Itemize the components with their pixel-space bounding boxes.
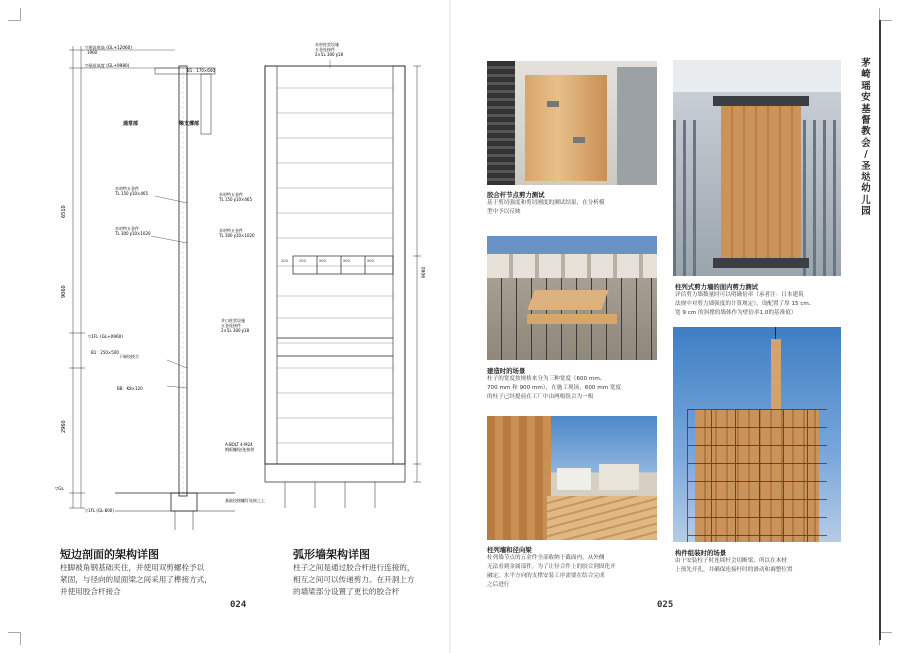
section-drawing <box>55 38 430 538</box>
bottom-note: 基础铰接螺钉连接之上 <box>225 498 265 503</box>
page-gutter <box>449 0 451 653</box>
caption-title-2: 弧形墙架构详图 <box>293 548 370 561</box>
grid-dim: 900 <box>367 259 374 263</box>
hardware-note-3b: 木材特五金件 TL 300 ∮10×1020 <box>219 228 255 238</box>
grid-dim: 200 <box>299 259 306 263</box>
photo-joint-test <box>487 61 657 185</box>
caption-body-1: 柱脚被角钢基础夹住，并使用双剪螺栓予以 紧固，与径向的屋面梁之间采用了榫接方式， 并使用胶合杆接合 <box>60 563 212 596</box>
photo-title-2: 柱列式剪力墙的面内剪力测试 <box>675 283 759 291</box>
floor-b-label: B1：250×500 <box>91 350 119 355</box>
section-b-label: 梁支撑部 <box>179 121 200 127</box>
photo-construction <box>487 236 657 360</box>
photo-body-4: 柱列墙节点的五金件全部收纳于截面内，从外侧 无法看到金属部件。为了让径合件上的胶合剂固化开 融定，水平方向的支撑安装工序需要在结合完成 之后进行 <box>487 555 616 588</box>
level-floor: ▽1FL (GL-800) <box>85 508 114 513</box>
photo-title-4: 柱列墙和径向梁 <box>487 546 532 554</box>
photo-wall-test <box>673 60 841 276</box>
level-gl: ▽GL <box>55 486 64 491</box>
caption-title-1: 短边剖面的架构详图 <box>60 548 159 561</box>
photo-title-1: 胶合杆节点剪力测试 <box>487 191 545 199</box>
floor-a-label: B1：170×600 <box>187 68 215 73</box>
photo-body-3: 柱子的宽度按规格来分为三种宽度（600 mm、 700 mm 和 900 mm），在施工现场，600 mm 宽度 的柱子已经提前在工厂中由两根组合为一根 <box>487 376 622 400</box>
section-a-label: 通常部 <box>123 121 139 127</box>
photo-title-3: 建造时的场景 <box>487 367 526 375</box>
dim-right: 9060 <box>422 266 427 278</box>
level-top: ▽建高底高 (GL+12060) <box>85 45 132 50</box>
hardware-note-4: 并口柱状设施五金连接件 2×5L 300 ∮18 <box>221 318 250 333</box>
dim-total: 9060 <box>61 285 67 298</box>
chapter-title: 茅 崎 瑶 安 基 督 教 会 / 圣 垯 幼 儿 园 <box>861 58 871 218</box>
dim-lower: 2960 <box>61 420 67 433</box>
photo-body-5: 由于安装柱子时连续杆会切断梁，所以在木材 上预先开孔，并确保连接杆时的滑动和调整位置 <box>675 558 793 573</box>
hardware-note-3: 木材特五金件 TL 300 ∮10×1020 <box>115 226 151 236</box>
dim-upper: 6510 <box>61 205 67 218</box>
photo-body-1: 基于剪切强度和剪切刚度的测试结果，在分析模 型中予以反映 <box>487 200 605 215</box>
grid-dim: 200 <box>281 259 288 263</box>
hardware-note-2: 木材特五金件 TL 150 ∮10×465 <box>115 186 149 196</box>
grid-dim: 900 <box>319 259 326 263</box>
anchor-note: A-BOLT 4-M24 钢板螺栓/连接铁 <box>225 442 255 452</box>
base-note: 下端铰接合 <box>119 354 139 359</box>
beam-note-left: BB：K8×120 <box>117 386 143 391</box>
caption-body-2: 柱子之间是通过胶合杆进行连接的， 相互之间可以传递剪力。在开洞上方 的墙梁部分设置了更长的胶合杆 <box>293 563 415 596</box>
hardware-note-2b: 木材特五金件 TL 150 ∮10×465 <box>219 192 253 202</box>
photo-assembly <box>673 327 841 542</box>
crop-mark <box>8 632 21 645</box>
grid-dim: 900 <box>343 259 350 263</box>
level-sub: ▽1FL (GL+0960) <box>88 334 123 339</box>
level-roof: ▽屋面高度 (GL+9980) <box>85 63 130 68</box>
crop-mark <box>8 8 21 21</box>
dim-top: 1960 <box>87 50 98 55</box>
page-number-right: 025 <box>657 600 674 610</box>
photo-column-wall <box>487 416 657 540</box>
page-number-left: 024 <box>230 600 247 610</box>
photo-title-5: 构件组装时的场景 <box>675 549 727 557</box>
chapter-bar <box>879 20 881 640</box>
hardware-note-1: 木材柱状设施五金连接件 2×5L 300 ∮18 <box>315 42 344 57</box>
photo-body-2: 评估剪力墙数量时可以明确倍率（承者注：日本建筑 法规中对剪力墙强度的计算规定），设配置了厚 15 cm、 宽 9 cm 的斜撑的墙体作为壁倍率1.0的基准值） <box>675 292 815 316</box>
